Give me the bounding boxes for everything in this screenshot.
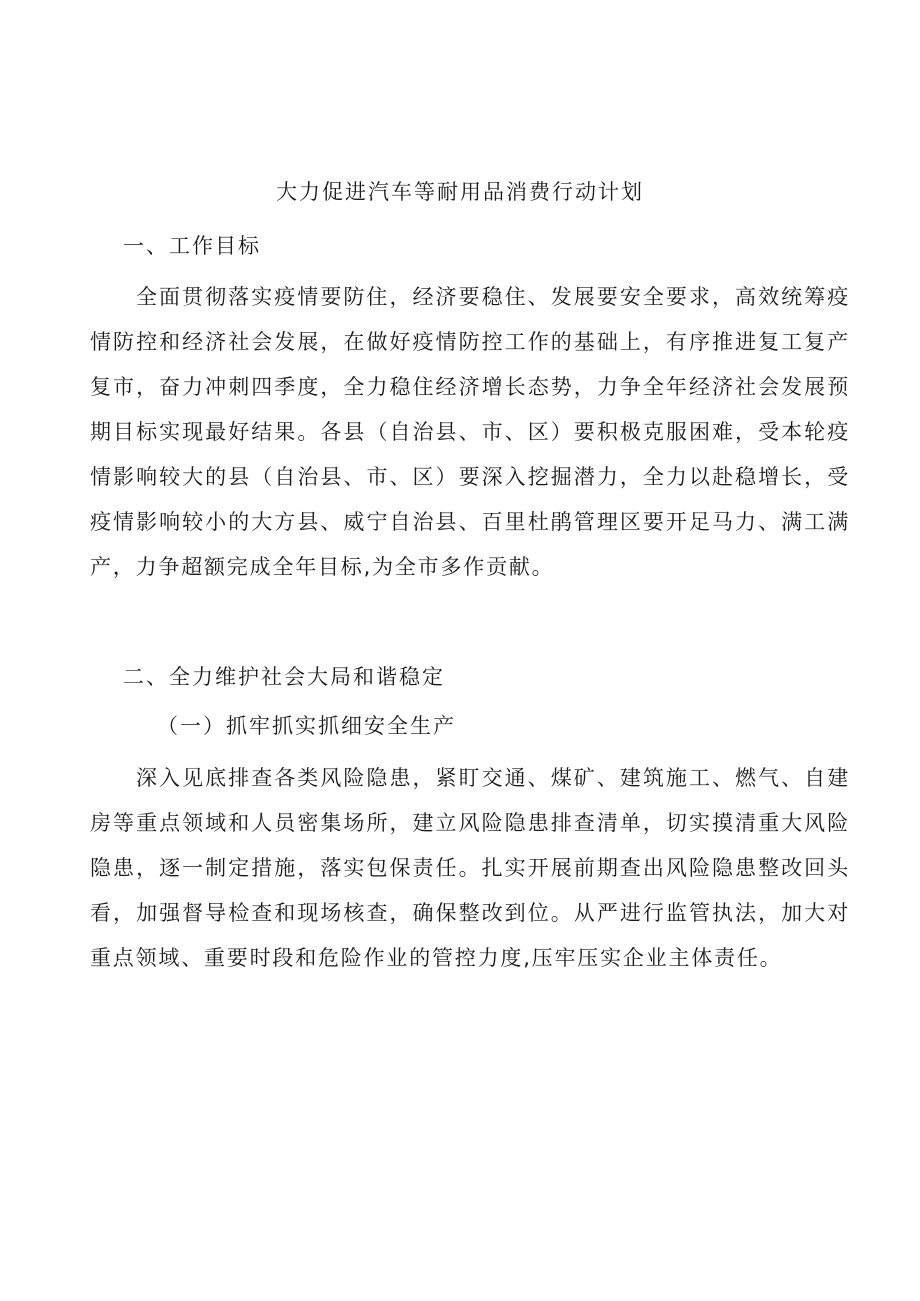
section-heading-work-goals: 一、工作目标 (123, 234, 261, 258)
document-title: 大力促进汽车等耐用品消费行动计划 (276, 180, 644, 204)
section-paragraph-work-goals: 全面贯彻落实疫情要防住，经济要稳住、发展要安全要求，高效统筹疫情防控和经济社会发展，在做好疫情防控工作的基础上，有序推进复工复产复市，奋力冲刺四季度，全力稳住经济增长态势，力争全年经济社会发展预期目标实现最好结果。各县（自治县、市、区）要积极克服困难，受本轮疫情影响较大的县（自治县、市、区）要深入挖掘潜力，全力以赴稳增长，受疫情影响较小的大方县、威宁自治县、百里杜鹃管理区要开足马力、满工满产，力争超额完成全年目标,为全市多作贡献。 (90, 285, 850, 579)
subsection-heading-safety-production: （一）抓牢抓实抓细安全生产 (157, 714, 456, 738)
section-heading-social-stability: 二、全力维护社会大局和谐稳定 (123, 665, 445, 689)
subsection-paragraph-safety-production: 深入见底排查各类风险隐患，紧盯交通、煤矿、建筑施工、燃气、自建房等重点领域和人员密集场所，建立风险隐患排查清单，切实摸清重大风险隐患，逐一制定措施，落实包保责任。扎实开展前期查出风险隐患整改回头看，加强督导检查和现场核查，确保整改到位。从严进行监管执法，加大对重点领域、重要时段和危险作业的管控力度,压牢压实企业主体责任。 (90, 766, 850, 970)
